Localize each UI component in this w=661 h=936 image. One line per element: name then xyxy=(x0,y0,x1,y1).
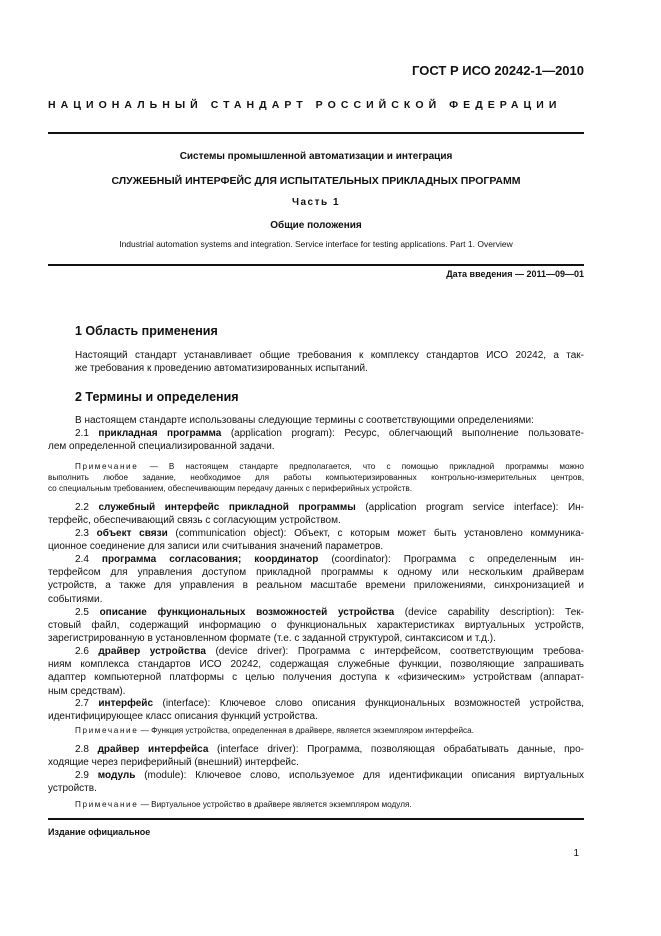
text-line xyxy=(75,743,584,756)
text-line: устройств, а также для управления в реальном масштабе времени приложениями, синхронизацией и xyxy=(48,580,584,592)
term-name: служебный интерфейс прикладной программы xyxy=(98,502,356,513)
introduction-date: Дата введения — 2011—09—01 xyxy=(446,269,584,279)
note-label: Примечание xyxy=(75,726,139,735)
text-span: (application program service interface): Ин- xyxy=(355,502,585,513)
text-line xyxy=(75,427,584,440)
national-standard-banner: НАЦИОНАЛЬНЫЙ СТАНДАРТ РОССИЙСКОЙ ФЕДЕРАЦИИ xyxy=(48,99,562,111)
page-number: 1 xyxy=(573,848,579,859)
term-2-2 xyxy=(48,501,585,527)
text-line: событиями. xyxy=(48,593,103,605)
term-name: модуль xyxy=(97,770,136,781)
section-2-heading: 2 Термины и определения xyxy=(75,390,239,404)
term-2-1 xyxy=(48,427,584,453)
term-2-7 xyxy=(48,697,584,723)
text-span: — В настоящем стандарте предполагается, что с помощью прикладной программы можно xyxy=(138,462,584,471)
official-edition-label: Издание официальное xyxy=(48,827,151,837)
part-label: Часть 1 xyxy=(291,197,341,208)
text-span: (module): Ключевое слово, используемое для идентификации описания виртуальных xyxy=(135,770,585,781)
text-line xyxy=(75,725,584,736)
document-subtitle: Общие положения xyxy=(270,220,362,231)
text-line: Настоящий стандарт устанавливает общие требования к комплексу стандартов ИСО 20242, а так- xyxy=(75,350,584,361)
series-title: Системы промышленной автоматизации и интеграция xyxy=(179,151,453,162)
section-2-intro: В настоящем стандарте использованы следующие термины с соответствующими определениями: xyxy=(75,415,534,426)
text-span: (interface driver): Программа, позволяющая обрабатывать данные, про- xyxy=(208,744,584,755)
note-3 xyxy=(75,799,584,810)
section-1-heading: 1 Область применения xyxy=(75,324,218,338)
term-number: 2.8 xyxy=(75,744,89,755)
text-line xyxy=(75,501,584,514)
text-span: (communication object): Объект, с которым может быть установлено коммуника- xyxy=(167,528,585,539)
text-span: — Функция устройства, определенная в драйвере, является экземпляром интерфейса. xyxy=(138,726,474,735)
term-2-8 xyxy=(48,743,584,769)
text-line xyxy=(75,799,584,810)
term-name: прикладная программа xyxy=(98,428,222,439)
text-line xyxy=(75,645,584,658)
text-line xyxy=(75,553,584,566)
note-label: Примечание xyxy=(75,800,139,809)
text-span: (device driver): Программа с интерфейсом, соответствующим требова- xyxy=(205,646,585,657)
text-line: устройств. xyxy=(48,783,97,795)
text-line: зарегистрированную в установленном формате (т.е. с заданной структурой, синтаксисом и т.д.). xyxy=(48,633,496,645)
text-line: со специальным требованием, обеспечивающим передачу данных с периферийных устройств. xyxy=(48,484,412,493)
note-label: Примечание xyxy=(75,462,139,471)
term-name: программа согласования; координатор xyxy=(101,554,319,565)
text-line: же требования к проведению автоматизированных испытаний. xyxy=(75,363,368,375)
text-span: (application program): Ресурс, облегчающий выполнение пользовате- xyxy=(221,428,584,439)
section-1-text xyxy=(75,349,584,375)
term-number: 2.1 xyxy=(75,428,89,439)
term-number: 2.5 xyxy=(75,607,89,618)
text-span: (interface): Ключевое слово описания функциональных возможностей устройства, xyxy=(153,698,584,709)
text-line: ным средствам). xyxy=(48,685,126,697)
header-rule xyxy=(48,132,584,134)
note-2 xyxy=(75,725,584,736)
term-number: 2.9 xyxy=(75,770,89,781)
term-number: 2.4 xyxy=(75,554,89,565)
text-line xyxy=(75,606,584,619)
text-line: стовый файл, содержащий информацию о функциональных характеристиках виртуальных устройств, xyxy=(48,620,584,632)
text-line: ционное соединение для записи или считывания значений параметров. xyxy=(48,541,384,553)
term-name: драйвер интерфейса xyxy=(97,744,209,755)
title-rule xyxy=(48,264,584,266)
term-name: описание функциональных возможностей устройства xyxy=(99,607,395,618)
term-number: 2.2 xyxy=(75,502,89,513)
text-line: терфейсом для управления доступом прикладной программы к одному или нескольким драйверам xyxy=(48,567,584,579)
term-2-3 xyxy=(48,527,585,553)
text-line: выполнить любое задание, необходимое для работы компьютеризированных контрольно-измерительных центров, xyxy=(48,473,584,482)
text-line: терфейс, обеспечивающий связь с согласующим устройством. xyxy=(48,515,341,527)
note-1 xyxy=(48,461,584,494)
term-2-9 xyxy=(48,769,585,795)
text-line xyxy=(75,697,584,710)
standard-designation: ГОСТ Р ИСО 20242-1—2010 xyxy=(412,63,584,78)
term-2-5 xyxy=(48,606,584,646)
text-line: лем определенной специализированной задачи. xyxy=(48,441,275,453)
term-number: 2.6 xyxy=(75,646,89,657)
text-line xyxy=(75,527,584,540)
english-title: Industrial automation systems and integration. Service interface for testing applications. Part 1. Overview xyxy=(119,239,513,249)
document-title: СЛУЖЕБНЫЙ ИНТЕРФЕЙС ДЛЯ ИСПЫТАТЕЛЬНЫХ ПРИКЛАДНЫХ ПРОГРАММ xyxy=(111,175,521,187)
term-name: объект связи xyxy=(96,528,168,539)
term-name: драйвер устройства xyxy=(98,646,206,657)
text-line xyxy=(75,769,584,782)
footer-rule xyxy=(48,818,584,820)
text-span: (coordinator): Программа с определенным ин- xyxy=(318,554,585,565)
term-name: интерфейс xyxy=(98,698,154,709)
text-line: ходящие через периферийный (внешний) интерфейс. xyxy=(48,757,299,769)
text-line: ниям комплекса стандартов ИСО 20242, содержащая служебные функции, позволяющие запрашивать xyxy=(48,659,584,671)
term-2-6 xyxy=(48,645,585,698)
text-line xyxy=(75,461,584,472)
term-number: 2.3 xyxy=(75,528,89,539)
text-line: идентифицирующее класс описания функций устройства. xyxy=(48,711,318,723)
text-line: адаптер компьютерной платформы с целью получения доступа к «физическим» устройствам (аппарат- xyxy=(48,672,584,684)
text-span: (device capability description): Тек- xyxy=(394,607,584,618)
text-span: — Виртуальное устройство в драйвере является экземпляром модуля. xyxy=(138,800,412,809)
term-2-4 xyxy=(48,553,585,606)
term-number: 2.7 xyxy=(75,698,89,709)
